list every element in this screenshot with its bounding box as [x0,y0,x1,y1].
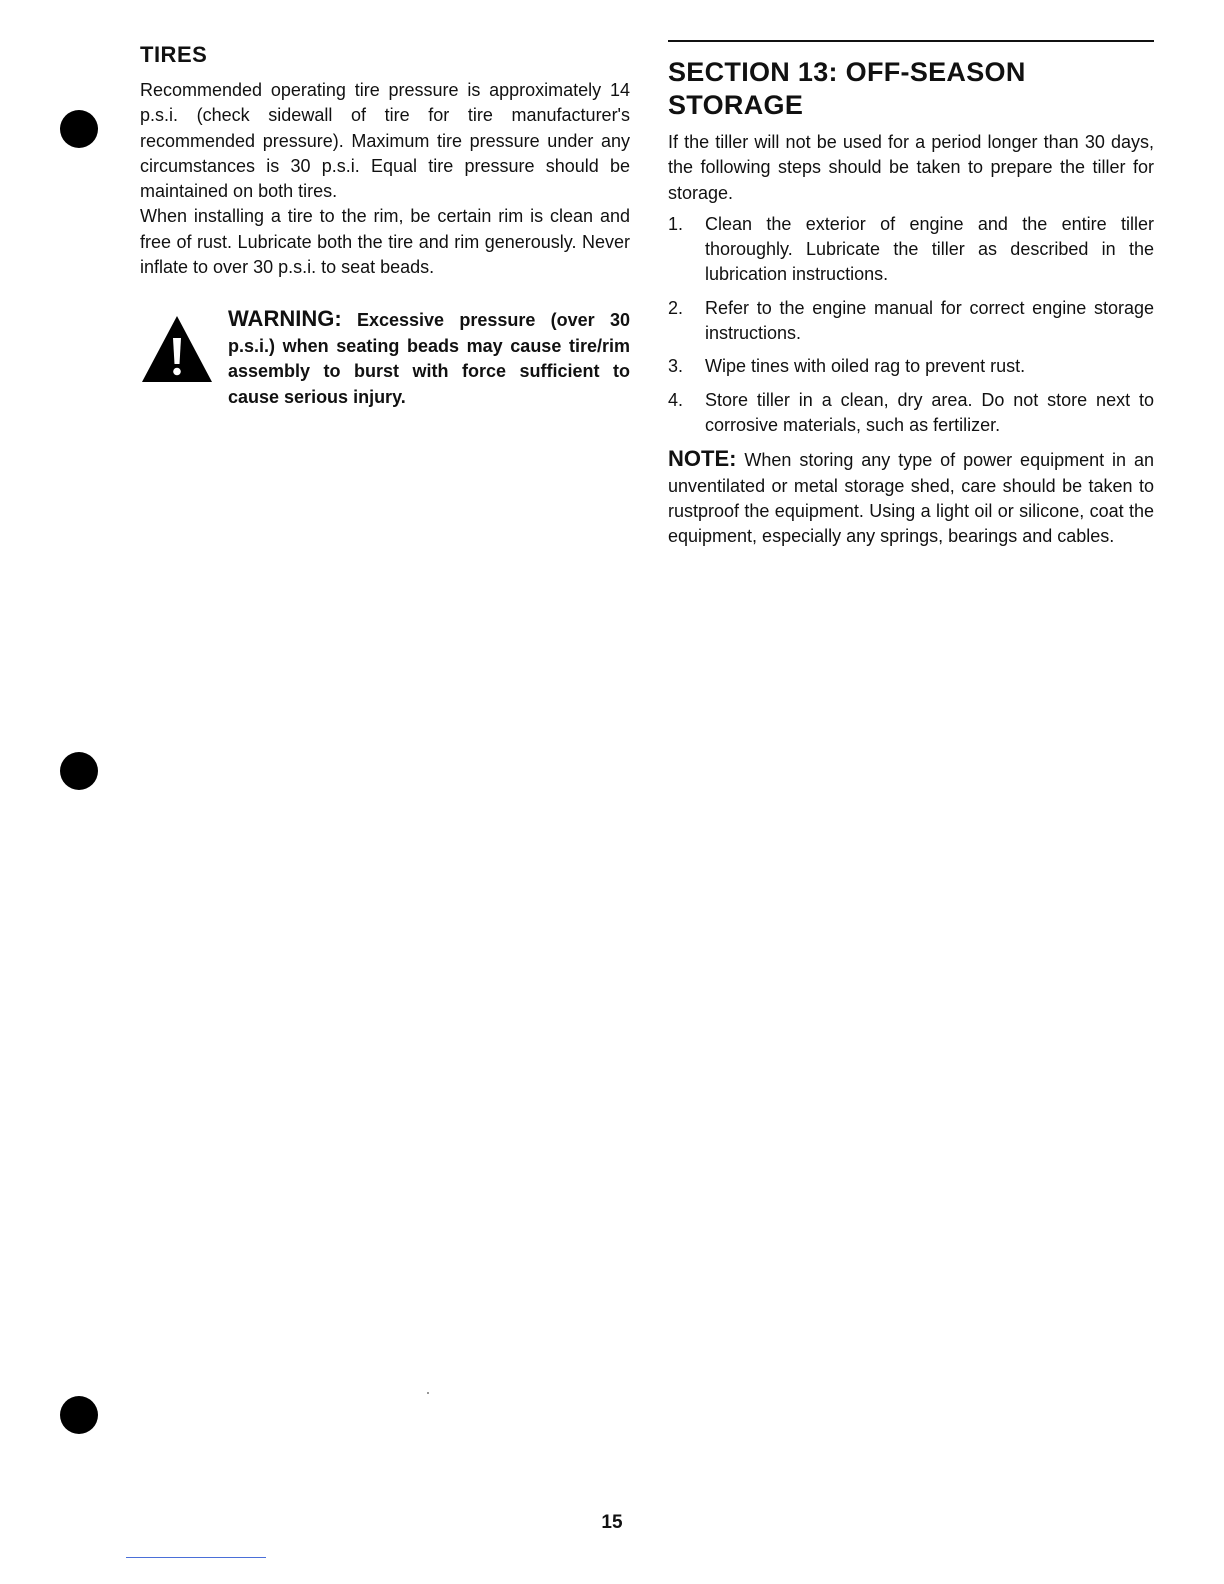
tires-paragraph-2: When installing a tire to the rim, be certain rim is clean and free of rust. Lubricate both the tire and rim generously. Never inflate to over 30 p.s.i. to seat beads. [140,206,630,278]
step-text: Store tiller in a clean, dry area. Do not store next to corrosive materials, such as fertilizer. [705,389,1154,435]
right-column [668,40,1154,549]
step-number: 4. [668,389,684,410]
scan-speck [427,1392,429,1394]
step-number: 2. [668,297,684,318]
warning-label: WARNING: [228,306,342,332]
note-label: NOTE: [668,446,737,472]
list-item [668,212,1154,288]
section-title-line-2: STORAGE [668,90,804,120]
punch-hole-top [60,110,98,148]
storage-steps [668,212,1154,438]
punch-hole-bottom [60,1396,98,1434]
left-column [140,40,630,410]
step-number: 3. [668,356,684,377]
footer-underline [126,1557,266,1558]
tires-heading: TIRES [140,42,208,67]
section-rule [668,40,1154,42]
warning-message: Excessive pressure (over 30 p.s.i.) when seating beads may cause tire/rim assembly to burst with force sufficient to cause serious injury. [228,310,630,407]
step-number: 1. [668,213,684,234]
warning-block [140,306,630,410]
warning-triangle-icon [140,314,214,384]
list-item [668,354,1154,379]
page-number: 15 [601,1512,623,1533]
section-title [668,56,1154,122]
note-text: When storing any type of power equipment in an unventilated or metal storage shed, care should be taken to rustproof the equipment. Using a light oil or silicone, coat the equipment, especially any springs, bearings and cables. [668,450,1154,547]
storage-intro: If the tiller will not be used for a period longer than 30 days, the following steps should be taken to prepare the tiller for storage. [668,132,1154,203]
tires-paragraph-1: Recommended operating tire pressure is approximately 14 p.s.i. (check sidewall of tire for tire manufacturer's recommended pressure). Maximum tire pressure under any circumstances is 30 p.s.i. Equal tire pressure should be maintained on both tires. [140,80,630,202]
storage-note [668,446,1154,549]
section-title-line-1: SECTION 13: OFF-SEASON [668,57,1026,87]
step-text: Clean the exterior of engine and the entire tiller thoroughly. Lubricate the tiller as described in the lubrication instructions. [705,213,1154,285]
warning-text [228,306,630,410]
step-text: Refer to the engine manual for correct engine storage instructions. [705,297,1154,344]
list-item [668,388,1154,439]
step-text: Wipe tines with oiled rag to prevent rust. [705,356,1026,377]
list-item [668,296,1154,347]
punch-hole-middle [60,752,98,790]
